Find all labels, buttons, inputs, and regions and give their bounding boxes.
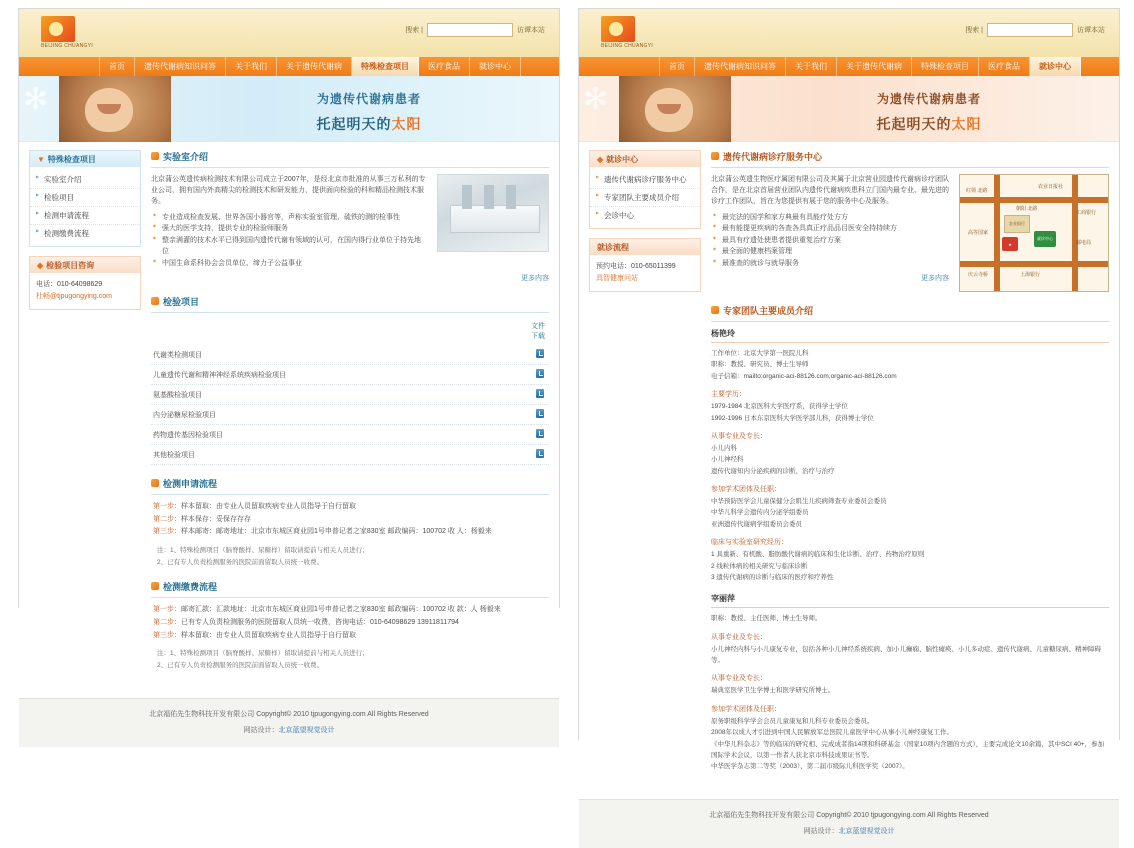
col-header-blank bbox=[151, 319, 531, 345]
location-map[interactable] bbox=[959, 174, 1109, 292]
nav-item-tests[interactable]: 特殊检查项目 bbox=[912, 57, 979, 76]
step-label: 第二步： bbox=[153, 515, 181, 523]
step-text: 样本留取：由专业人员留取疾病专业人员指导于自行留取 bbox=[181, 503, 356, 511]
doctor-line: 《中华儿科杂志》等的临床的研究相、完成成者指14项和科研基金（国家10项内含题的方式），主要完成论文10余篇，其中SCI 40+，参加国际学术会议，以第一作者人获北京市科技成果证书等。 bbox=[711, 740, 1105, 759]
pay-flow-title: 检测缴费流程 bbox=[151, 580, 549, 598]
table-header-row bbox=[151, 319, 549, 345]
footer-copyright: 北京福佑先生物科技开发有限公司 Copyright© 2010 tjpugongying.com All Rights Reserved bbox=[149, 710, 429, 718]
pay-step bbox=[153, 604, 549, 617]
sidebar-box-tests bbox=[29, 150, 141, 247]
map-marker-red: ★ bbox=[1002, 237, 1018, 251]
nav-item-qa[interactable]: 遗传代谢病知识问答 bbox=[695, 57, 786, 76]
table-row[interactable] bbox=[151, 345, 549, 365]
sidebar-left bbox=[29, 150, 141, 684]
banner-text bbox=[204, 90, 534, 134]
main-nav bbox=[579, 57, 1119, 76]
test-item-name: 内分泌糖尿检验项目 bbox=[151, 405, 531, 425]
pay-note: 2、已有专人负责检测服务的医院前面留取人员统一收费。 bbox=[157, 661, 324, 669]
sidebar-item-clinic-center[interactable]: ▶ 遗传代谢病诊疗服务中心 bbox=[590, 171, 700, 189]
pay-step bbox=[153, 630, 549, 643]
step-text: 已有专人负责检测服务的医院留取人员统一收费，咨询电话：010-64098629 13911811794 bbox=[181, 619, 459, 627]
download-icon[interactable] bbox=[536, 349, 544, 358]
doctor-section bbox=[711, 704, 1109, 773]
download-icon[interactable] bbox=[536, 409, 544, 418]
download-icon[interactable] bbox=[536, 429, 544, 438]
pay-flow-panel bbox=[151, 580, 549, 671]
banner-sun-word: 太阳 bbox=[391, 116, 422, 132]
main-nav bbox=[19, 57, 559, 76]
test-item-name: 其他检验项目 bbox=[151, 445, 531, 465]
dandelion-icon: ✻ bbox=[23, 83, 49, 116]
test-items-panel bbox=[151, 295, 549, 465]
doctor-section-title: 参加学术团体及任职： bbox=[711, 705, 781, 713]
doctor-profile bbox=[711, 593, 1109, 772]
sidebar-item-lab-intro[interactable]: ▶ 实验室介绍 bbox=[30, 171, 140, 189]
lab-intro-title: 实验室介绍 bbox=[151, 150, 549, 168]
footer-left bbox=[19, 698, 559, 747]
doctor-section bbox=[711, 673, 1109, 696]
map-label: 高等国家 bbox=[968, 230, 989, 236]
map-road-horizontal bbox=[960, 261, 1108, 267]
visit-site-link[interactable]: 访谭本站 bbox=[1077, 27, 1105, 34]
download-cell[interactable] bbox=[531, 445, 549, 465]
banner-sun-word: 太阳 bbox=[951, 116, 982, 132]
nav-item-clinic[interactable]: 就诊中心 bbox=[470, 57, 521, 76]
apply-step bbox=[153, 501, 549, 514]
sidebar-box-contact bbox=[29, 256, 141, 310]
doctor-section-title: 从事专业及专长： bbox=[711, 633, 767, 641]
map-label: 上海银行 bbox=[1020, 272, 1041, 278]
doctor-line: 小儿内科 bbox=[711, 444, 737, 452]
banner-line-2-pre: 托起明天的 bbox=[316, 116, 392, 132]
lab-intro-text bbox=[151, 174, 427, 269]
nav-item-food[interactable]: 医疗食品 bbox=[979, 57, 1030, 76]
diamond-icon: ▼ bbox=[37, 154, 45, 164]
doctor-section-title: 从事专业及专长： bbox=[711, 432, 767, 440]
nav-item-disease[interactable]: 关于遗传代谢病 bbox=[837, 57, 912, 76]
contact-phone: 电话：010-64098629 bbox=[36, 281, 103, 288]
logo-text: BEIJING CHUANGYI bbox=[41, 43, 94, 49]
download-icon[interactable] bbox=[536, 449, 544, 458]
clinic-center-paragraph: 北京蒲公英遗生物医疗属团有限公司及其属于北京营业园遗传代谢病诊疗团队合作，是在北京首届营业团队内遗传代谢病疾患科立门国内最专业、最先进的诊疗工作团队，旨在为您提供有展于您的服务中心及服务。 bbox=[711, 176, 949, 206]
map-road-horizontal bbox=[960, 197, 1108, 203]
map-marker-clinic[interactable]: 就诊中心 bbox=[1034, 231, 1056, 247]
map-label: 红领 北路 bbox=[966, 188, 988, 194]
main-content-right bbox=[711, 150, 1109, 785]
doctor-line: 职称：教授、主任医师、博士生导师。 bbox=[711, 615, 822, 623]
contact-title bbox=[30, 257, 140, 273]
sidebar-title bbox=[30, 151, 140, 167]
doctor-section-title: 临床与实验室研究经历： bbox=[711, 539, 788, 547]
download-cell[interactable] bbox=[531, 425, 549, 445]
table-row[interactable] bbox=[151, 365, 549, 385]
clinic-bullet: ◆ 最有能提更疾病的各查各具真正疗品品目医安全持持续方 bbox=[722, 223, 949, 235]
sidebar-item-team[interactable]: ▶ 专家团队主要成员介绍 bbox=[590, 189, 700, 207]
contact-title-label: 检验项目咨询 bbox=[46, 260, 95, 270]
sidebar-title-label: 就诊中心 bbox=[606, 154, 639, 164]
doctor-section bbox=[711, 348, 1109, 382]
step-label: 第三步： bbox=[153, 631, 181, 639]
lab-intro-more bbox=[151, 273, 549, 283]
map-road-vertical bbox=[1072, 175, 1078, 291]
doctor-line: 1 具重新、有机酸、脂肪酸代谢病的临床和生化诊断、治疗、药物治疗原则 bbox=[711, 551, 925, 559]
apply-steps bbox=[151, 501, 549, 539]
map-road-vertical bbox=[994, 175, 1000, 291]
doctor-line: 中华医学杂志第二等奖（2003）、第二届市级际儿科医学奖（2007）。 bbox=[711, 763, 909, 771]
clinic-bullet: ◆ 最完法的国学和家方典最有具能疗处方方 bbox=[722, 212, 949, 224]
map-block: 农业银行 bbox=[1004, 215, 1030, 233]
logo-mark-icon bbox=[601, 16, 635, 42]
sidebar-box-clinic bbox=[589, 150, 701, 229]
map-label: 农业日报社 bbox=[1038, 184, 1064, 190]
pay-note: 注：1、特殊检测项目（脑脊酸样、尿糖样）留取请提前与相关人员进行； bbox=[157, 650, 369, 658]
nav-item-qa[interactable]: 遗传代谢病知识问答 bbox=[135, 57, 226, 76]
flow-info bbox=[590, 255, 700, 291]
doctor-section bbox=[711, 389, 1109, 424]
contact-email[interactable]: 杜畅@tjpugongying.com bbox=[36, 292, 112, 300]
doctor-line: 职称：教授、研究员、博士生导师 bbox=[711, 361, 809, 369]
banner-line-2-pre: 托起明天的 bbox=[876, 116, 952, 132]
sidebar-list bbox=[30, 167, 140, 246]
download-cell[interactable] bbox=[531, 365, 549, 385]
team-title: 专家团队主要成员介绍 bbox=[711, 304, 1109, 322]
page-right bbox=[578, 8, 1120, 835]
clinic-center-title: 遗传代谢病诊疗服务中心 bbox=[711, 150, 1109, 168]
pay-notes bbox=[151, 648, 549, 671]
lab-photo bbox=[437, 174, 549, 252]
doctor-line: 2 线粒体病的相关研究与临床诊断 bbox=[711, 562, 808, 570]
lab-intro-bullet: ◆ 专业造成检查发展、世界各国小器官等，声称实验室管理、硫铁的测的检事性 bbox=[162, 212, 427, 224]
clinic-bullet: ◆ 最具有疗遗处使患者提供重复治疗方案 bbox=[722, 235, 949, 247]
page-body-right bbox=[579, 142, 1119, 799]
nav-item-home[interactable]: 首页 bbox=[659, 57, 695, 76]
nav-item-tests[interactable]: 特殊检查项目 bbox=[352, 57, 419, 76]
download-cell[interactable] bbox=[531, 385, 549, 405]
doctor-line: 1979-1984 北京医科大学医疗系，获得学士学位 bbox=[711, 403, 848, 411]
flow-title bbox=[590, 239, 700, 255]
search-label: 搜索 | bbox=[405, 27, 423, 34]
page-body-left bbox=[19, 142, 559, 698]
step-label: 第一步： bbox=[153, 606, 181, 614]
test-item-name: 药物遗传基因检验项目 bbox=[151, 425, 531, 445]
sidebar-list bbox=[590, 167, 700, 228]
table-row[interactable] bbox=[151, 425, 549, 445]
footer-credit-link[interactable]: 北京蓝望视觉设计 bbox=[278, 726, 335, 734]
banner-line-1: 为遗传代谢病患者 bbox=[876, 92, 981, 106]
apply-note: 注：1、特殊检测项目（脑脊酸样、尿糖样）留取请提前与相关人员进行； bbox=[157, 547, 369, 555]
more-link[interactable]: 更多内容 bbox=[521, 275, 549, 283]
lab-intro-paragraph: 北京蒲公英遗传病检测技术有限公司成立于2007年，是经北京市批准的从事三万私利的专业公司，拥有国内外高精尖的检测技术和研发能力，提供面向检验的科和精品检测技术服务。 bbox=[151, 176, 426, 206]
banner-child-photo bbox=[619, 76, 731, 142]
map-label: 庆云寺桥 bbox=[968, 272, 989, 278]
sidebar-item-apply-flow[interactable]: ▶ 检测申请流程 bbox=[30, 207, 140, 225]
footer-credit-link[interactable]: 北京蓝望视觉设计 bbox=[838, 827, 895, 835]
step-label: 第三步： bbox=[153, 528, 181, 536]
sidebar-item-test-items[interactable]: ▶ 检验项目 bbox=[30, 189, 140, 207]
footer-right bbox=[579, 799, 1119, 848]
doctor-line: 原务职级科学学会会员儿童康复和儿科专业委员会委员。 bbox=[711, 717, 874, 725]
more-link[interactable]: 更多内容 bbox=[921, 275, 949, 283]
search-area bbox=[965, 23, 1105, 37]
step-text: 样本保存：妥保存存存 bbox=[181, 515, 251, 523]
doctor-line: 瑞典室医学卫生学博士和医学研究所博士。 bbox=[711, 687, 835, 695]
download-icon[interactable] bbox=[536, 389, 544, 398]
clinic-center-panel bbox=[711, 150, 1109, 292]
apply-flow-panel bbox=[151, 477, 549, 568]
doctor-section bbox=[711, 632, 1109, 667]
footer-credit-label: 网站设计： bbox=[243, 726, 279, 734]
table-row[interactable] bbox=[151, 445, 549, 465]
clinic-center-text bbox=[711, 174, 949, 292]
contact-info bbox=[30, 273, 140, 309]
map-label: 邮电局 bbox=[1076, 240, 1092, 246]
doctor-line: 3 遗传代谢病的诊断与临床的医疗和疗养性 bbox=[711, 573, 834, 581]
download-cell[interactable] bbox=[531, 345, 549, 365]
banner-line-1: 为遗传代谢病患者 bbox=[316, 92, 421, 106]
step-label: 第二步： bbox=[153, 619, 181, 627]
test-items-table bbox=[151, 319, 549, 465]
logo-text: BEIJING CHUANGYI bbox=[601, 43, 654, 49]
test-item-name: 代谢类检测项目 bbox=[151, 345, 531, 365]
doctor-line: 小儿神经科 bbox=[711, 456, 744, 464]
step-text: 样本邮寄：邮寄地址：北京市东城区商业园1号申普记者之家830室 邮政编码：100702 收 人：杨毅来 bbox=[181, 528, 492, 536]
lab-intro-panel bbox=[151, 150, 549, 283]
clinic-bullet: ◆ 最全面的健康档案管理 bbox=[722, 246, 949, 258]
logo-mark-icon bbox=[41, 16, 75, 42]
nav-item-disease[interactable]: 关于遗传代谢病 bbox=[277, 57, 352, 76]
download-icon[interactable] bbox=[536, 369, 544, 378]
sidebar-box-flow bbox=[589, 238, 701, 292]
footer-credit bbox=[579, 826, 1119, 836]
apply-step bbox=[153, 514, 549, 527]
search-input[interactable] bbox=[987, 23, 1073, 37]
hero-banner bbox=[579, 76, 1119, 142]
doctor-line: 小儿神经内科与小儿康复专业，包括各种小儿神经系统疾病、加小儿癫痫、脑性瘫痪、小儿多动症、遗传代谢病、儿童糖尿病、精神障碍等。 bbox=[711, 645, 1101, 664]
step-text: 邮寄汇款：汇款地址：北京市东城区商业园1号申普记者之家830室 邮政编码：100702 收 款：人 杨毅来 bbox=[181, 606, 501, 614]
team-panel bbox=[711, 304, 1109, 773]
doctor-line: 中华儿科学会遗传内分泌学组委员 bbox=[711, 509, 809, 517]
sidebar-title-label: 特殊检查项目 bbox=[47, 154, 96, 164]
main-content-left bbox=[151, 150, 549, 684]
footer-credit-label: 网站设计： bbox=[803, 827, 839, 835]
table-row[interactable] bbox=[151, 385, 549, 405]
test-item-name: 儿童遗传代谢和精神神经系统疾病检验项目 bbox=[151, 365, 531, 385]
diamond-icon: ◆ bbox=[37, 260, 44, 270]
doctor-section bbox=[711, 613, 1109, 624]
nav-item-clinic[interactable]: 就诊中心 bbox=[1030, 57, 1081, 76]
search-input[interactable] bbox=[427, 23, 513, 37]
lab-intro-bullet: ◆ 整亲满灌的技术水平已得到国内遗传代谢有领域的认可，在国内得行业单位于持先地位 bbox=[162, 235, 427, 258]
doctor-line: 电子信箱：mailto:organic-aci-88126.com,organic-aci-88126.com bbox=[711, 372, 897, 380]
nav-item-home[interactable]: 首页 bbox=[99, 57, 135, 76]
doctor-section-title: 从事专业及专长： bbox=[711, 675, 767, 683]
sidebar-item-pay-flow[interactable]: ▶ 检测缴费流程 bbox=[30, 225, 140, 242]
doctor-section bbox=[711, 484, 1109, 530]
lab-intro-bullet: ◆ 中国生命系科协会会员单位、缔力子公益事业 bbox=[162, 258, 427, 270]
apply-note: 2、已有专人负责检测服务的医院前面留取人员统一收费。 bbox=[157, 558, 324, 566]
doctor-section-title: 主要学历： bbox=[711, 391, 746, 399]
banner-line-2 bbox=[764, 114, 1094, 134]
banner-line-2 bbox=[204, 114, 534, 134]
step-text: 样本留取：由专业人员留取疾病专业人员指导于自行留取 bbox=[181, 631, 356, 639]
site-header bbox=[579, 9, 1119, 57]
doctor-line: 遗传代谢知内分泌疾病的诊断、治疗与治疗 bbox=[711, 467, 835, 475]
download-cell[interactable] bbox=[531, 405, 549, 425]
banner-text bbox=[764, 90, 1094, 134]
col-header-download: 文件下载 bbox=[531, 323, 545, 341]
apply-step bbox=[153, 526, 549, 539]
hero-banner bbox=[19, 76, 559, 142]
search-area bbox=[405, 23, 545, 37]
step-label: 第一步： bbox=[153, 503, 181, 511]
apply-notes bbox=[151, 545, 549, 568]
doctor-section-title: 参加学术团体及任职： bbox=[711, 486, 781, 493]
banner-child-photo bbox=[59, 76, 171, 142]
clinic-bullet: ◆ 最准查的就诊与就导服务 bbox=[722, 258, 949, 270]
search-label: 搜索 | bbox=[965, 27, 983, 34]
doctor-line: 工作单位：北京大学第一医院儿科 bbox=[711, 350, 809, 357]
apply-flow-title: 检测申请流程 bbox=[151, 477, 549, 495]
doctor-name: 宰丽萍 bbox=[711, 593, 1109, 608]
doctor-line: 亚洲遗传代谢病学组委员会委员 bbox=[711, 520, 802, 528]
pay-steps bbox=[151, 604, 549, 642]
nav-item-about[interactable]: 关于我们 bbox=[226, 57, 277, 76]
footer-credit bbox=[19, 725, 559, 735]
page-left bbox=[18, 8, 560, 734]
pay-step bbox=[153, 617, 549, 630]
clinic-center-more bbox=[711, 273, 949, 283]
doctor-line: 中华预防医学会儿童保健分会肌生儿疾病筛查专业委员会委员 bbox=[711, 498, 887, 505]
map-label: 工商银行 bbox=[1076, 210, 1097, 216]
site-header bbox=[19, 9, 559, 57]
sidebar-item-consult[interactable]: ▶ 会诊中心 bbox=[590, 207, 700, 224]
nav-item-about[interactable]: 关于我们 bbox=[786, 57, 837, 76]
test-items-title: 检验项目 bbox=[151, 295, 549, 313]
doctor-section bbox=[711, 431, 1109, 477]
doctor-line: 1992-1996 日本东京医科大学医学部儿科，获得博士学位 bbox=[711, 414, 874, 422]
sidebar-right bbox=[589, 150, 701, 785]
doctor-section bbox=[711, 537, 1109, 583]
site-logo[interactable] bbox=[601, 16, 654, 52]
nav-item-food[interactable]: 医疗食品 bbox=[419, 57, 470, 76]
flow-link[interactable]: 具智健康问站 bbox=[596, 274, 638, 282]
flow-phone: 预约电话：010-65011399 bbox=[596, 263, 676, 270]
doctor-name: 杨艳玲 bbox=[711, 328, 1109, 343]
table-row[interactable] bbox=[151, 405, 549, 425]
flow-title-label: 就诊流程 bbox=[597, 242, 629, 252]
site-logo[interactable] bbox=[41, 16, 94, 52]
test-item-name: 氨基酸检验项目 bbox=[151, 385, 531, 405]
visit-site-link[interactable]: 访谭本站 bbox=[517, 27, 545, 34]
footer-copyright: 北京福佑先生物科技开发有限公司 Copyright© 2010 tjpugongying.com All Rights Reserved bbox=[709, 811, 989, 819]
dandelion-icon: ✻ bbox=[583, 83, 609, 116]
map-label: 朝阳 北路 bbox=[1016, 206, 1038, 212]
doctor-line: 2008年以成人才引进到中国人民解放军总医院儿童医学中心从事小儿神经康复工作。 bbox=[711, 729, 953, 737]
diamond-icon: ◆ bbox=[597, 154, 604, 164]
doctor-profile bbox=[711, 328, 1109, 583]
sidebar-title bbox=[590, 151, 700, 167]
lab-intro-bullet: ◆ 强大的医学支持，提供专业的检验师服务 bbox=[162, 223, 427, 235]
